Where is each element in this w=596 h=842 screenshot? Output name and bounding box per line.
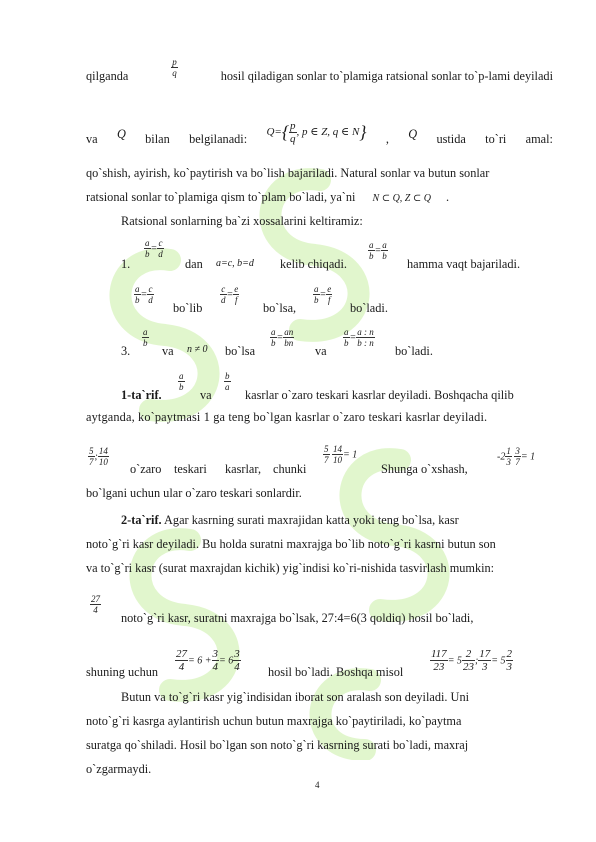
den-b5: b [143,338,148,348]
def2-more-examples [430,648,513,673]
prop2-formula1: $\frac{a}{b}$ = $\frac{c}{d}$ [135,284,153,305]
eq-6: = 6 [219,655,234,667]
text-ustida: ustida [436,132,466,146]
text-shunga: Shunga o`xshash, [381,462,468,476]
text-ozaro: o`zaro [130,462,162,476]
text-boladi-3: bo`ladi. [395,344,433,358]
num-2: 2 [462,648,475,661]
prop2-formula2: $\frac{c}{d}$ = $\frac{e}{f}$ [221,284,239,305]
prop1-formula: $\frac{a}{b}$ = $\frac{c}{d}$ [145,238,163,259]
symbol-Q2: Q [408,127,418,141]
fraction-p-q: $\frac{p}{q}$ [172,57,177,78]
para-rational-def [86,57,553,84]
den-bn: bn [284,338,294,348]
num-a8: a [179,371,184,381]
num-a-div-n: a : n [357,327,374,337]
text-va: va [86,132,98,146]
text-chunki: chunki [273,462,307,476]
prop1-number: 1. [121,257,131,271]
num-a: a [369,240,374,250]
text-hosil: hosil bo`ladi. Boshqa misol [268,665,404,679]
def2-line3: va to`g`ri kasr (surat maxrajdan kichik) yig`indisi ko`ri-nishida tasvirlash mumkin: [86,561,495,575]
prop3-frac-ab [142,327,149,348]
def2-mixed-example [175,648,241,673]
text-dot: . [446,190,450,204]
den-10b: 10 [333,455,342,465]
num-c2: c [221,284,226,294]
prop2-formula3: $\frac{a}{b}$ = $\frac{e}{f}$ [314,284,332,305]
mixed-number-line1: Butun va to`g`ri kasr yig`indisidan iborat son aralash son deyiladi. Uni [121,690,470,704]
text-bilan: bilan [145,132,170,146]
den-4c: 4 [212,661,218,673]
num-14: 14 [98,446,108,456]
text-rest: hosil qiladigan sonlar to`plamiga ratsional sonlar to`p-lami deyiladi [220,69,553,83]
text-comma: , [385,132,389,146]
num-a5: a [143,327,148,337]
num-14b: 14 [333,444,342,454]
page-number: 4 [315,780,320,790]
num-e: e [234,284,239,294]
para-Q-notation [86,120,553,147]
num-3c: 3 [234,648,240,660]
text-belgilanadi: belgilanadi: [189,132,248,146]
fraction-p-q-set: $\frac{p}{q}$ [290,120,296,145]
den-3b: 3 [482,661,488,673]
den-b6: b [271,338,276,348]
definition-1-title: 1-ta`rif. [121,388,162,402]
text-shuning: shuning uchun [86,665,159,679]
den-23b: 23 [462,661,474,673]
den-10: 10 [98,457,108,467]
den-d: d [148,295,153,305]
eq-6-plus: = 6 + [188,655,212,667]
den-b-div-n: b : n [357,338,374,348]
def1-frac-ab [178,371,185,392]
para-operations: qo`shish, ayirish, ko`paytirish va bo`lish bajariladi. Natural sonlar va butun sonlar [86,166,490,180]
num-3: 3 [515,446,520,456]
text-va-3: va [162,344,174,358]
def1-rest: kasrlar o`zaro teskari kasrlar deyiladi. Boshqacha qilib [245,388,514,402]
def2-frac-27-4 [90,594,101,615]
den-4d: 4 [234,661,240,673]
num-b: b [225,371,230,381]
den-b: b [369,251,374,261]
eq-1: = 1 [343,449,358,461]
eq-5b: = 5 [491,655,506,667]
den-b8: b [179,382,184,392]
definition-2-title: 2-ta`rif. [121,513,162,527]
den-4b: 4 [178,661,185,673]
fraction-a-b: $\frac{a}{b}$ [145,238,150,259]
den-b4: b [314,295,319,305]
num-c: c [148,284,153,294]
para-properties-intro: Ratsional sonlarning ba`zi xossalarini keltiramiz: [121,214,363,228]
den-f2: f [327,295,331,305]
set-rest: , p ∈ Z, q ∈ N [296,126,360,139]
para-subset [86,190,553,206]
text-hamma: hamma vaqt bajariladi. [407,257,521,271]
num-a4: a [314,284,319,294]
den-3c: 3 [506,661,513,673]
text-kasrlar: kasrlar, [225,462,262,476]
den-7c: 7 [515,457,520,467]
fraction-c-d: $\frac{c}{d}$ [158,238,163,259]
text-kelib: kelib chiqadi. [280,257,347,271]
num-a7: a [344,327,349,337]
def1-line2: aytganda, ko`paytmasi 1 ga teng bo`lgan kasrlar o`zaro teskari kasrlar deyiladi. [86,410,488,424]
den-3: 3 [506,457,511,467]
num-5b: 5 [324,444,329,454]
den-23: 23 [433,661,445,673]
neg-2: -2 [497,451,506,463]
text-subset: ratsional sonlar to`plamiga qism to`plam bo`ladi, ya`ni [86,190,356,204]
num-a2: a [382,240,387,250]
def2-line4: noto`g`ri kasr, suratni maxrajga bo`lsak, 27:4=6(3 qoldiq) hosil bo`ladi, [121,611,474,625]
den-b3: b [135,295,140,305]
set-lhs: Q= [266,126,282,139]
prop3-formula2: $\frac{a}{b}$ = $\frac{a : n}{b : n}$ [344,327,374,348]
sep: ; [474,655,479,667]
text-va-def1: va [200,388,212,402]
formula-set-Q: Q={ $\frac{p}{q}$ , p ∈ Z, q ∈ N} [266,120,367,145]
prop3-formula1: $\frac{a}{b}$ = $\frac{an}{bn}$ [271,327,294,348]
mixed-number-line2: noto`g`ri kasrga aylantirish uchun butun maxrajga ko`paytiriladi, ko`paytma [86,714,462,728]
def1-product2 [497,446,535,467]
symbol-Q: Q [116,127,126,141]
den-b2: b [382,251,387,261]
num-27: 27 [91,594,100,604]
text-tori: to`ri [485,132,507,146]
formula-a-eq-c: a=c, b=d [216,258,254,269]
text-teskari: teskari [174,462,207,476]
num-17: 17 [479,648,491,660]
den-7: 7 [89,457,94,467]
def2-line1 [121,513,553,528]
text-amal: amal: [525,132,553,146]
num-3b: 3 [212,648,218,660]
den-b7: b [344,338,349,348]
num-e2: e [327,284,332,294]
text-qilganda: qilganda [86,69,129,83]
num-117: 117 [431,648,447,660]
prop3-number: 3. [121,344,131,358]
def1-frac-ba [224,371,231,392]
def2-line1-text: Agar kasrning surati maxrajidan katta yoki teng bo`lsa, kasr [164,513,459,527]
num-an: an [284,327,294,337]
text-dan: dan [185,257,203,271]
def1-line4: bo`lgani uchun ular o`zaro teskari sonlardir. [86,486,302,500]
den-d2: d [221,295,226,305]
den-7b: 7 [324,455,329,465]
mixed-number-line4: o`zgarmaydi. [86,762,152,776]
text-bolsa-3: bo`lsa [225,344,256,358]
def1-product [323,444,357,465]
num-2b: 2 [506,648,513,660]
text-bolib: bo`lib [173,301,203,315]
def2-line2: noto`g`ri kasr deyiladi. Bu holda suratni maxrajga bo`lib noto`g`ri kasrni butun son [86,537,496,551]
den-f: f [234,295,238,305]
formula-n-neq-0: n ≠ 0 [187,344,208,355]
num-a6: a [271,327,276,337]
eq-1b: = 1 [520,451,536,463]
def1-example-fractions: $\frac{5}{7}$ ; $\frac{14}{10}$ [89,446,108,467]
mixed-number-line3: suratga qo`shiladi. Hosil bo`lgan son noto`g`ri kasrning surati bo`ladi, maxraj [86,738,469,752]
text-bolsa: bo`lsa, [263,301,297,315]
num-5: 5 [89,446,94,456]
formula-subset: N ⊂ Q, Z ⊂ Q [372,193,431,204]
text-boladi: bo`ladi. [350,301,388,315]
num-a3: a [135,284,140,294]
text-va-3b: va [315,344,327,358]
eq-5: = 5 [447,655,462,667]
den-a: a [225,382,230,392]
num-1: 1 [506,446,511,456]
num-27b: 27 [176,648,187,660]
prop1-formula2: $\frac{a}{b}$ = $\frac{a}{b}$ [369,240,387,261]
den-4: 4 [93,605,98,615]
